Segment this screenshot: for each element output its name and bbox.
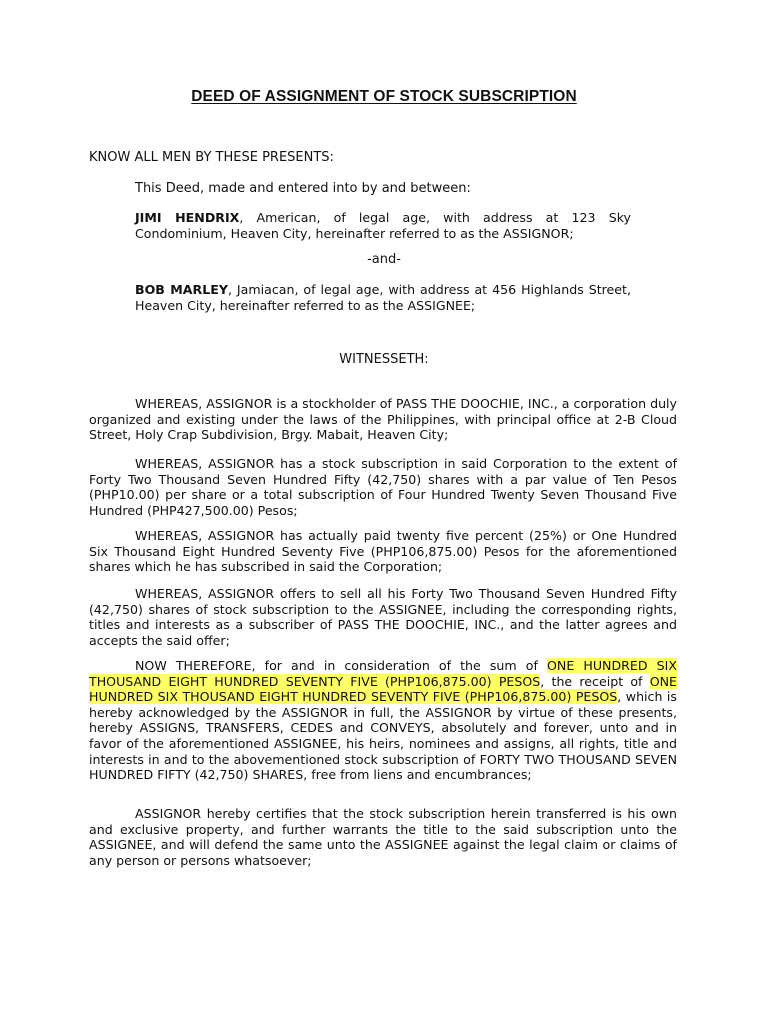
- document-title: DEED OF ASSIGNMENT OF STOCK SUBSCRIPTION: [191, 88, 577, 105]
- whereas-paragraph-4: [89, 586, 677, 648]
- whereas-1-text: WHEREAS, ASSIGNOR is a stockholder of PASS THE DOOCHIE, INC., a corporation duly organized and existing under the laws of the Philippines, with principal office at 2-B Cloud Street, Holy Crap Subdivision, Brgy. Mabait, Heaven City;: [89, 396, 677, 443]
- witnesseth-heading: WITNESSETH:: [339, 352, 429, 367]
- assignee-paragraph: [135, 282, 631, 313]
- assignor-name: JIMI HENDRIX: [135, 210, 240, 225]
- highlighted-amount-2: ONE HUNDRED SIX THOUSAND EIGHT HUNDRED SEVENTY FIVE (PHP106,875.00) PESOS: [89, 673, 678, 705]
- whereas-3-text: WHEREAS, ASSIGNOR has actually paid twenty five percent (25%) or One Hundred Six Thousand Eight Hundred Seventy Five (PHP106,875.00) Pesos for the aforementioned shares which he has subscribed in said the Corporation;: [89, 528, 677, 575]
- certification-paragraph: [89, 806, 677, 868]
- now-therefore-paragraph: [89, 658, 677, 783]
- highlighted-amount-1: ONE HUNDRED SIX THOUSAND EIGHT HUNDRED SEVENTY FIVE (PHP106,875.00) PESOS: [89, 658, 678, 689]
- whereas-2-text: WHEREAS, ASSIGNOR has a stock subscription in said Corporation to the extent of Forty Two Thousand Seven Hundred Fifty (42,750) shares with a par value of Ten Pesos (PHP10.00) per share or a total subscription of Four Hundred Twenty Seven Thousand Five Hundred (PHP427,500.00) Pesos;: [89, 456, 677, 518]
- assignor-details: , American, of legal age, with address at 123 Sky Condominium, Heaven City, hereinafter referred to as the ASSIGNOR;: [135, 210, 631, 241]
- assignor-paragraph: [135, 210, 631, 241]
- opening-line: KNOW ALL MEN BY THESE PRESENTS:: [89, 150, 334, 165]
- now-therefore-part-3: , which is hereby acknowledged by the ASSIGNOR in full, the ASSIGNOR by virtue of these presents, hereby ASSIGNS, TRANSFERS, CEDES and CONVEYS, absolutely and forever, unto and in favor of the aforementioned ASSIGNEE, his heirs, nominees and assigns, all rights, title and interests in and to the abovementioned stock subscription of FORTY TWO THOUSAND SEVEN HUNDRED FIFTY (42,750) SHARES, free from liens and encumbrances;: [89, 689, 677, 783]
- whereas-paragraph-2: [89, 456, 677, 518]
- whereas-paragraph-3: [89, 528, 677, 575]
- and-separator: -and-: [367, 252, 401, 267]
- certification-text: ASSIGNOR hereby certifies that the stock subscription herein transferred is his own and exclusive property, and further warrants the title to the said subscription unto the ASSIGNEE, and will defend the same unto the ASSIGNEE against the legal claim or claims of any person or persons whatsoever;: [89, 806, 677, 868]
- assignee-details: , Jamiacan, of legal age, with address at 456 Highlands Street, Heaven City, hereinafter referred to as the ASSIGNEE;: [135, 282, 631, 313]
- now-therefore-part-1: NOW THEREFORE, for and in consideration of the sum of: [135, 658, 547, 673]
- whereas-4-text: WHEREAS, ASSIGNOR offers to sell all his Forty Two Thousand Seven Hundred Fifty (42,750) shares of stock subscription to the ASSIGNEE, including the corresponding rights, titles and interests as a subscriber of PASS THE DOOCHIE, INC., and the latter agrees and accepts the said offer;: [89, 586, 677, 648]
- whereas-paragraph-1: [89, 396, 677, 443]
- assignee-name: BOB MARLEY: [135, 282, 228, 297]
- deed-intro: This Deed, made and entered into by and between:: [135, 181, 471, 196]
- now-therefore-part-2: , the receipt of: [540, 673, 650, 689]
